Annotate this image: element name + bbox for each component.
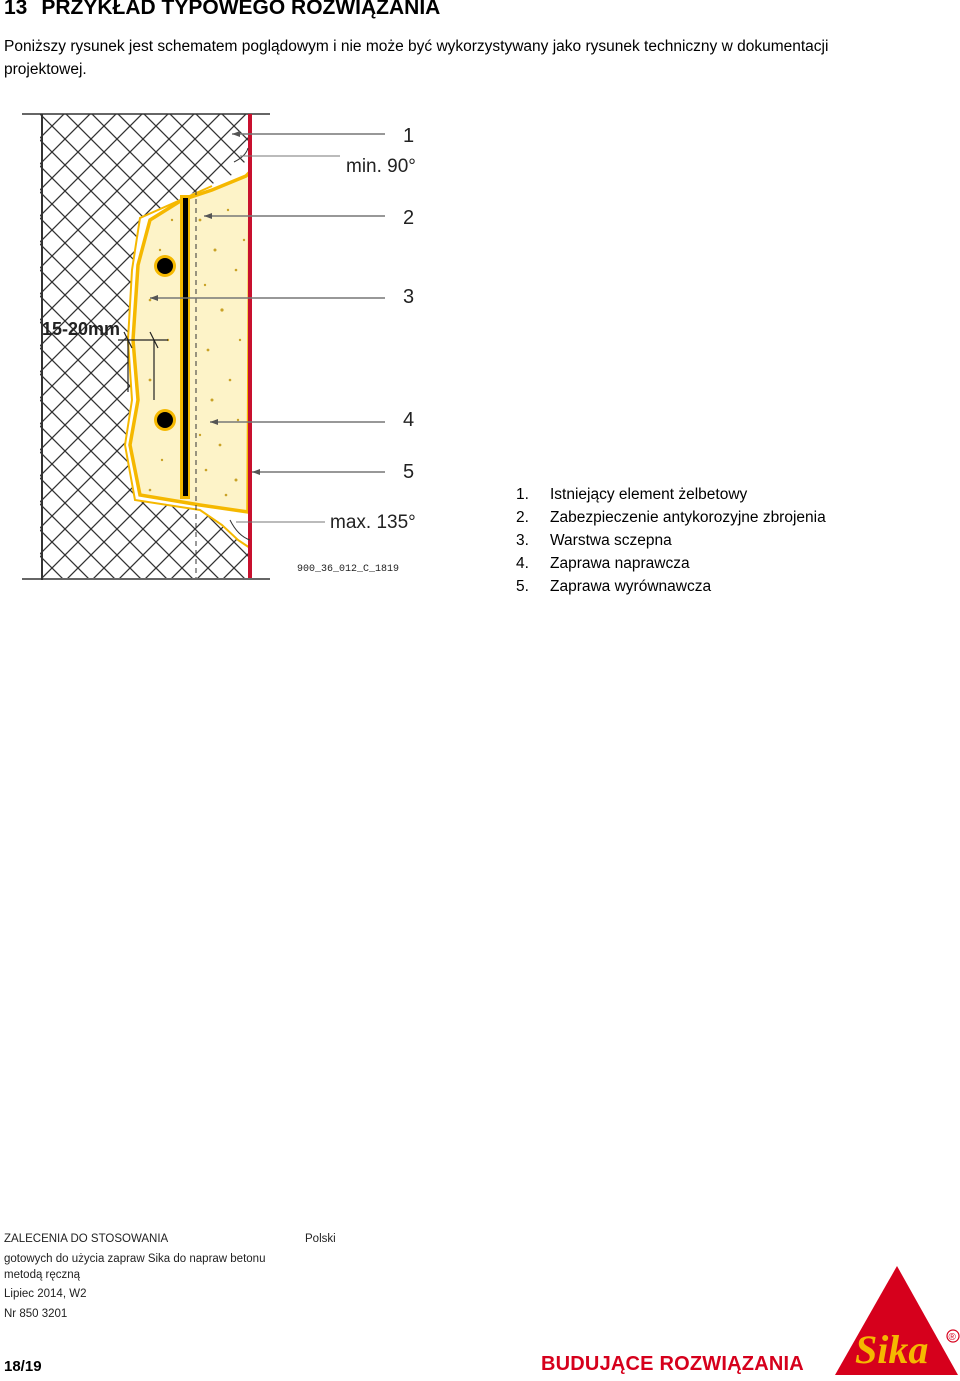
- section-heading: [4, 0, 440, 20]
- brand-slogan: BUDUJĄCE ROZWIĄZANIA: [541, 1353, 804, 1375]
- footer-doc-type: ZALECENIA DO STOSOWANIA: [4, 1233, 169, 1245]
- intro-paragraph: Poniższy rysunek jest schematem poglądowym i nie może być wykorzystywany jako rysunek techniczny w dokumentacji projektowej.: [4, 38, 829, 78]
- registered-mark: ®: [948, 1332, 956, 1343]
- reinforcement-bar: [183, 198, 188, 496]
- callout-3: 3: [403, 286, 415, 308]
- section-number: 13: [4, 0, 28, 19]
- angle-min-label: min. 90°: [346, 156, 416, 177]
- sika-logo: [833, 1263, 960, 1378]
- callout-2: 2: [403, 207, 415, 229]
- callout-5: 5: [403, 461, 415, 483]
- footer-subtitle-line1: gotowych do użycia zapraw Sika do napraw betonu: [4, 1253, 266, 1265]
- callout-1: 1: [403, 125, 415, 147]
- footer-language: Polski: [305, 1233, 336, 1245]
- legend-item: 2. Zabezpieczenie antykorozyjne zbrojenia: [516, 509, 826, 526]
- footer-date: Lipiec 2014, W2: [4, 1288, 87, 1300]
- legend-item: 1. Istniejący element żelbetowy: [516, 486, 748, 503]
- repair-cross-section-diagram: [0, 100, 460, 600]
- legend-item: 5. Zaprawa wyrównawcza: [516, 578, 712, 595]
- logo-text: Sika: [855, 1327, 929, 1372]
- angle-max-label: max. 135°: [330, 512, 416, 533]
- legend-item: 4. Zaprawa naprawcza: [516, 555, 690, 572]
- footer-doc-number: Nr 850 3201: [4, 1308, 68, 1320]
- footer-subtitle-line2: metodą ręczną: [4, 1269, 81, 1281]
- callout-4: 4: [403, 409, 415, 431]
- dimension-label: 15-20mm: [42, 319, 121, 339]
- section-title: PRZYKŁAD TYPOWEGO ROZWIĄZANIA: [41, 0, 441, 19]
- page-number: 18/19: [4, 1358, 42, 1375]
- drawing-code: 900_36_012_C_1819: [297, 564, 400, 575]
- diagram-legend: [516, 483, 826, 598]
- legend-item: 3. Warstwa sczepna: [516, 532, 672, 549]
